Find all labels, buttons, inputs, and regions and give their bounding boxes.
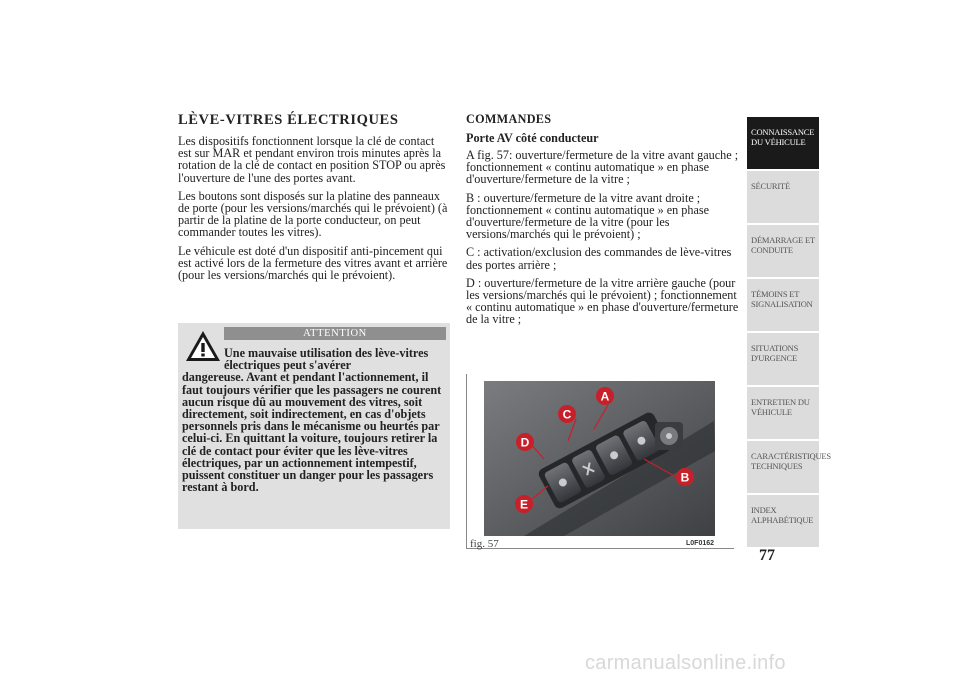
figure-frame-bottom [466,548,734,549]
tab-label: DÉMARRAGE ET CONDUITE [751,235,815,255]
figure-label-c: C [562,407,572,422]
tab-label: TÉMOINS ET SIGNALISATION [751,289,813,309]
door-switch-illustration [484,381,715,536]
tab-demarrage-et-conduite[interactable] [747,225,819,277]
figure-label-e: E [519,497,529,512]
paragraph: A fig. 57: ouverture/fermeture de la vitre avant gauche ; fonctionnement « continu automatique » en phase d'ouverture/fermeture de la vitre ; [466,148,739,187]
commands-title: COMMANDES [466,112,552,126]
tab-label: INDEX ALPHABÉTIQUE [751,505,814,525]
figure-code: L0F0162 [686,540,715,547]
tab-connaissance-du-vehicule[interactable] [747,117,819,169]
figure-caption: fig. 57 [470,538,499,550]
tab-caracteristiques-techniques[interactable] [747,441,831,493]
warning-lead: Une mauvaise utilisation des lève-vitres électriques peut s'avérer [224,346,429,373]
tab-label: CARACTÉRISTIQUES TECHNIQUES [751,451,831,471]
driver-door-title: Porte AV côté conducteur [466,131,599,145]
door-switch-panel-figure [484,381,715,536]
tab-label: ENTRETIEN DU VÉHICULE [751,397,810,417]
warning-body: dangereuse. Avant et pendant l'actionnement, il faut toujours vérifier que les passagers ne courent aucun risque dû au mouvement des vitres, soit directement, soit indirectement, en cas d'objets personnels pris dans le mécanisme ou heurtés par celui-ci. En quittant la voiture, toujours retirer la clé de contact pour éviter que les lève-vitres électriques, par un actionnement intempestif, puissent constituer un danger pour les passagers restant à bord. [182,370,442,495]
paragraph: B : ouverture/fermeture de la vitre avant droite ; fonctionnement « continu automatique » en phase d'ouverture/fermeture de la vitre (pour les versions/marchés qui le prévoient) ; [466,190,710,242]
warning-text [182,347,444,493]
figure-frame-left [466,374,467,549]
warning-box [178,323,450,529]
tab-entretien-du-vehicule[interactable] [747,387,819,439]
figure-label-d: D [520,435,530,450]
page-number: 77 [759,547,775,564]
tab-securite[interactable] [747,171,819,223]
tab-label: CONNAISSANCE DU VÉHICULE [751,127,815,147]
tab-situations-d-urgence[interactable] [747,333,819,385]
figure-label-a: A [600,389,610,404]
paragraph: C : activation/exclusion des commandes de lève-vitres des portes arrière ; [466,245,732,272]
figure-label-b: B [680,470,690,485]
left-column [178,112,450,287]
right-column [466,112,744,332]
paragraph: Le véhicule est doté d'un dispositif anti-pincement qui est activé lors de la fermeture des vitres avant et arrière (pour les versions/marchés qui le prévoient). [178,243,448,283]
watermark: carmanualsonline.info [585,652,786,674]
tab-label: SITUATIONS D'URGENCE [751,343,799,363]
tab-index-alphabetique[interactable] [747,495,819,547]
paragraph: Les dispositifs fonctionnent lorsque la clé de contact est sur MAR et pendant environ trois minutes après la rotation de la clé de contact en position STOP ou après l'ouverture de l'une des portes avant. [178,134,446,185]
paragraph: D : ouverture/fermeture de la vitre arrière gauche (pour les versions/marchés qui le prévoient) ; fonctionnement « continu automatique » en phase d'ouverture/fermeture de la vitre ; [466,275,739,327]
tab-label: SÉCURITÉ [751,181,791,191]
section-title: LÈVE-VITRES ÉLECTRIQUES [178,112,399,128]
paragraph: Les boutons sont disposés sur la platine des panneaux de porte (pour les versions/marchés qui le prévoient) (à partir de la platine de la porte conducteur, on peut commander toutes les vitres). [178,188,448,240]
tab-temoins-et-signalisation[interactable] [747,279,819,331]
warning-heading: ATTENTION [224,327,446,340]
